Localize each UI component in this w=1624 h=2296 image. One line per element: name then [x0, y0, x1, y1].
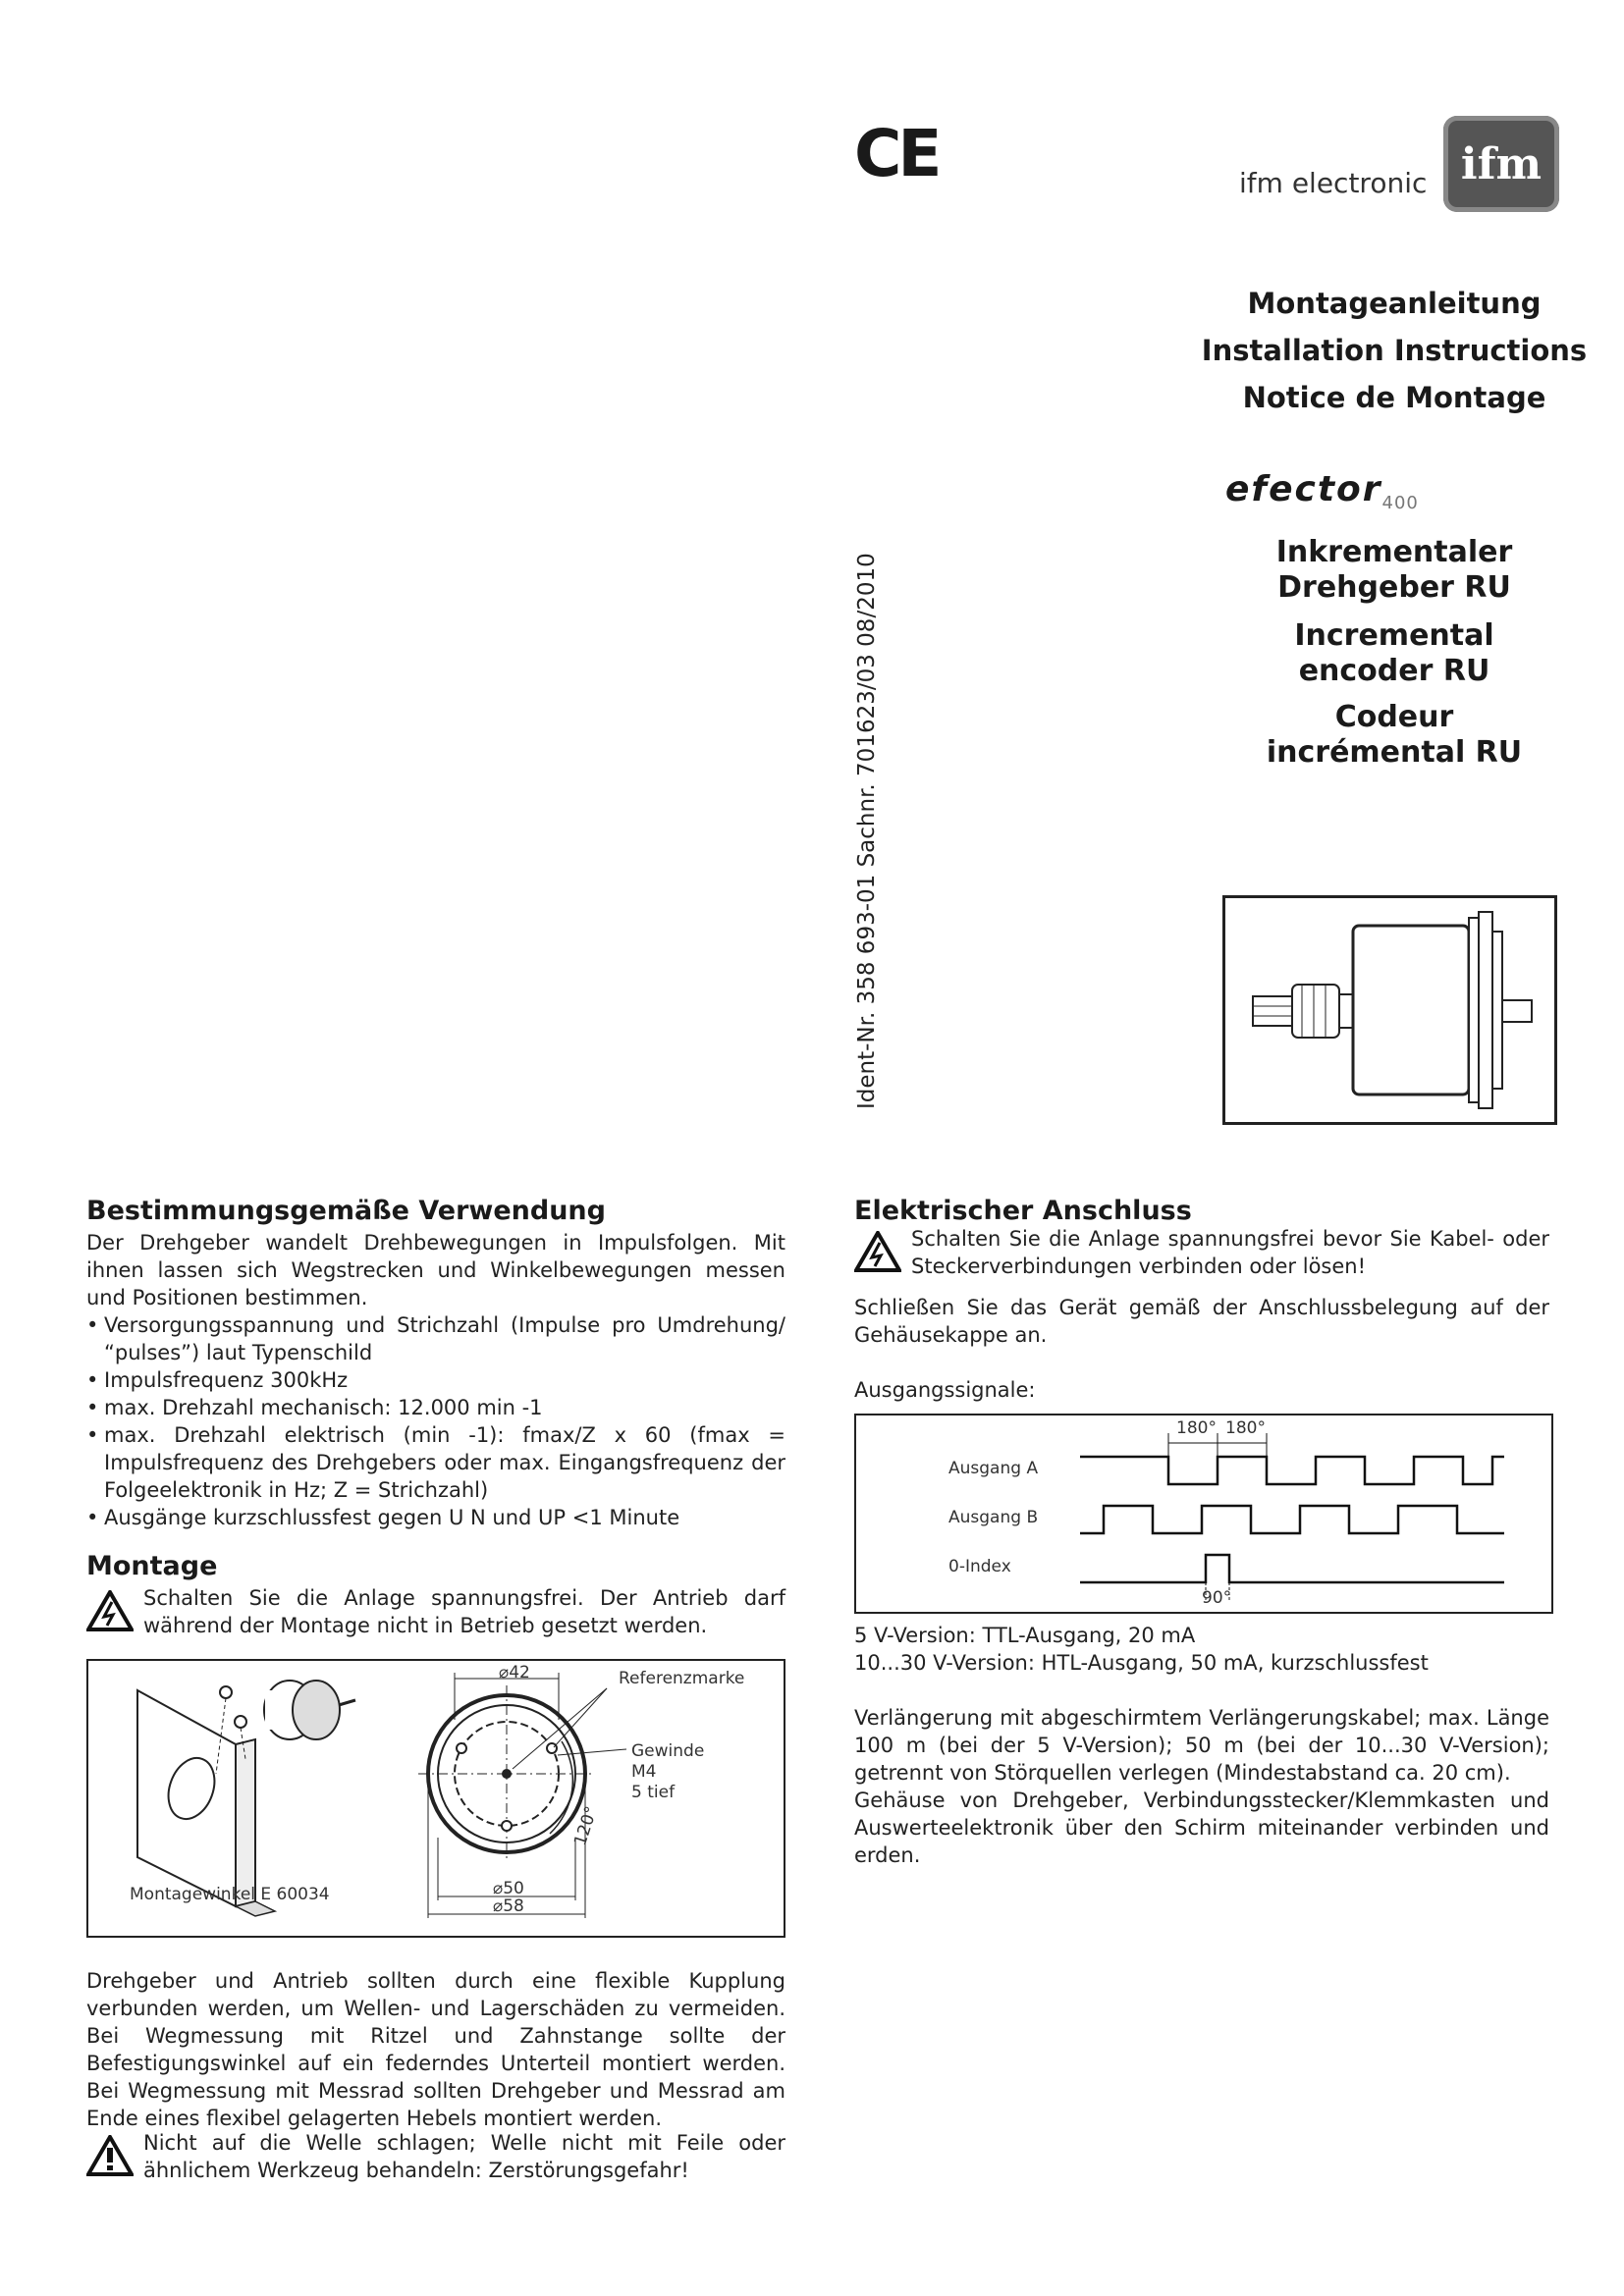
mounting-figure — [86, 1659, 785, 1938]
grounding-text: Gehäuse von Drehgeber, Verbindungsstecker/Klemmkasten und Auswerteelektronik über den Schirm miteinander verbinden und erden. — [854, 1789, 1549, 1867]
company-name: ifm electronic — [1239, 167, 1428, 199]
title-en: Installation Instructions — [1201, 334, 1588, 367]
title-de: Montageanleitung — [1247, 287, 1542, 320]
shaft-warning: Nicht auf die Welle schlagen; Welle nicht mit Feile oder ähnlichem Werkzeug behandeln: Zerstörungsgefahr! — [86, 2129, 785, 2184]
signals-label: Ausgangssignale: — [854, 1378, 1036, 1402]
coupling-text: Drehgeber und Antrieb sollten durch eine flexible Kupplung verbunden werden, um Wellen- und Lagerschäden zu vermeiden. Bei Wegmessung mit Ritzel und Zahnstange sollte der Befestigungswinkel auf ein federndes Unterteil montiert werden. Bei Wegmessung mit Messrad sollten Drehgeber und Messrad am Ende eines flexibel gelagerten Hebels montiert werden. — [86, 1969, 785, 2130]
document-titles — [1198, 280, 1591, 421]
phase-label-2: 180° — [1225, 1418, 1266, 1438]
section-title-intended-use: Bestimmungsgemäße Verwendung — [86, 1196, 606, 1226]
electrical-warning: Schalten Sie die Anlage spannungsfrei bevor Sie Kabel- oder Steckerverbindungen verbinden oder lösen! — [854, 1225, 1549, 1280]
version-5v-text: 5 V-Version: TTL-Ausgang, 20 mA — [854, 1624, 1196, 1647]
dim-50-label: ⌀50 — [493, 1879, 524, 1898]
index-width-label: 90° — [1202, 1588, 1232, 1608]
connect-text: Schließen Sie das Gerät gemäß der Anschlussbelegung auf der Gehäusekappe an. — [854, 1296, 1549, 1347]
product-name-fr: Codeur incrémental RU — [1266, 700, 1523, 770]
phase-label-1: 180° — [1176, 1418, 1217, 1438]
extension-text: Verlängerung mit abgeschirmtem Verlängerungskabel; max. Länge 100 m (bei der 5 V-Version); 50 m (bei der 10...30 V-Version); getrennt von Störquellen verlegen (Mindestabstand ca. 20 cm). — [854, 1706, 1549, 1785]
thread-label: Gewinde M4 5 tief — [631, 1741, 705, 1802]
section-title-montage: Montage — [86, 1551, 218, 1581]
channel-b-label: Ausgang B — [948, 1508, 1039, 1527]
output-signals-diagram — [854, 1414, 1553, 1614]
ident-number: Ident-Nr. 358 693-01 Sachnr. 701623/03 08/2010 — [854, 553, 880, 1109]
spec-item: • Versorgungsspannung und Strichzahl (Impulse pro Umdrehung/ “pulses”) laut Typenschild — [86, 1311, 785, 1366]
spec-item: • max. Drehzahl elektrisch (min -1): fmax/Z x 60 (fmax = Impulsfrequenz des Drehgebers oder max. Eingangsfrequenz der Folgeelektronik in Hz; Z = Strichzahl) — [86, 1421, 785, 1504]
efector-logo: efector$_{400}$ — [1225, 469, 1419, 514]
encoder-illustration — [1222, 895, 1557, 1125]
title-fr: Notice de Montage — [1242, 381, 1546, 414]
spec-item: • Impulsfrequenz 300kHz — [86, 1366, 785, 1394]
product-name-en: Incremental encoder RU — [1294, 618, 1494, 688]
warning-triangle-icon — [86, 1590, 134, 1631]
product-name-de: Inkrementaler Drehgeber RU — [1275, 535, 1513, 605]
channel-index-label: 0-Index — [948, 1557, 1011, 1576]
spec-list — [86, 1311, 785, 1531]
angle-label: 120° — [570, 1803, 602, 1848]
montage-warning: Schalten Sie die Anlage spannungsfrei. Der Antrieb darf während der Montage nicht in Betrieb gesetzt werden. — [86, 1584, 785, 1639]
warning-triangle-icon — [86, 2135, 134, 2176]
intended-use-text — [86, 1229, 785, 1531]
ifm-logo: ifm — [1443, 116, 1559, 212]
ce-mark: CE — [854, 116, 939, 191]
bracket-label: Montagewinkel E 60034 — [130, 1885, 330, 1904]
spec-item: • max. Drehzahl mechanisch: 12.000 min -1 — [86, 1394, 785, 1421]
dim-58-label: ⌀58 — [493, 1896, 524, 1916]
section-title-electrical: Elektrischer Anschluss — [854, 1196, 1192, 1226]
spec-item: • Ausgänge kurzschlussfest gegen U N und UP <1 Minute — [86, 1504, 785, 1531]
ref-mark-label: Referenzmarke — [619, 1669, 745, 1688]
channel-a-label: Ausgang A — [948, 1459, 1039, 1478]
version-30v-text: 10...30 V-Version: HTL-Ausgang, 50 mA, kurzschlussfest — [854, 1651, 1429, 1675]
dim-42-label: ⌀42 — [499, 1663, 530, 1682]
warning-triangle-icon — [854, 1231, 901, 1272]
intended-use-intro: Der Drehgeber wandelt Drehbewegungen in Impulsfolgen. Mit ihnen lassen sich Wegstrecken und Winkelbewegungen messen und Positionen bestimmen. — [86, 1231, 785, 1309]
